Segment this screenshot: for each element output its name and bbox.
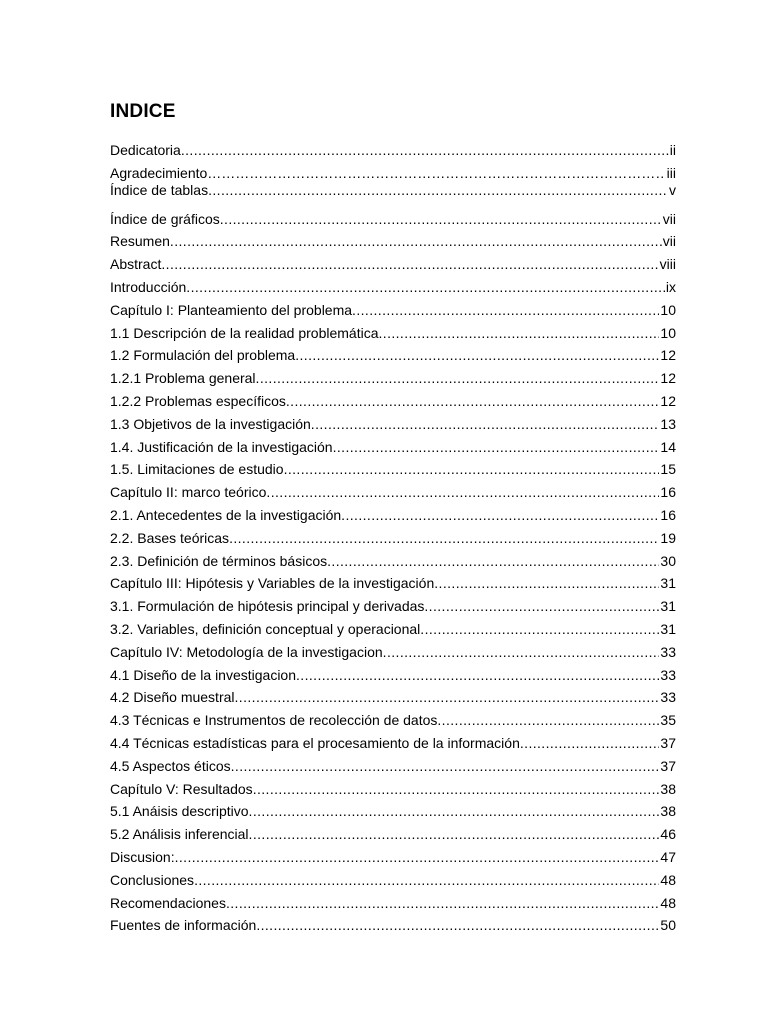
toc-leader-dots — [231, 757, 660, 775]
toc-leader-dots — [249, 825, 660, 843]
toc-entry-page: 14 — [660, 438, 676, 455]
toc-entry — [110, 848, 676, 871]
toc-leader-dots — [226, 894, 659, 912]
toc-entry-label: Agradecimiento — [110, 164, 208, 181]
toc-entry-page: 16 — [660, 506, 676, 523]
toc-entry-label: Abstract — [110, 256, 162, 273]
toc-leader-dots — [235, 688, 660, 706]
toc-entry-page: viii — [659, 256, 676, 273]
toc-entry-label: 2.3. Definición de términos básicos — [110, 552, 328, 569]
toc-entry — [110, 301, 676, 324]
toc-entry-label: Dedicatoria — [110, 142, 181, 158]
toc-entry-page: 30 — [660, 552, 676, 569]
toc-entry-page: 50 — [660, 917, 676, 934]
toc-leader-dots — [256, 369, 660, 387]
toc-leader-dots — [284, 460, 660, 478]
toc-entry-label: Capítulo I: Planteamiento del problema — [110, 301, 353, 318]
toc-entry-page: 33 — [660, 666, 676, 683]
toc-entry — [110, 666, 676, 689]
toc-entry — [110, 460, 676, 483]
table-of-contents — [110, 141, 676, 939]
toc-entry-page: 33 — [660, 689, 676, 706]
toc-entry-label: 2.2. Bases teóricas — [110, 529, 230, 546]
toc-entry — [110, 711, 676, 734]
toc-entry — [110, 506, 676, 529]
toc-entry-page: 33 — [660, 643, 676, 660]
toc-entry — [110, 688, 676, 711]
toc-entry — [110, 643, 676, 666]
toc-entry-page: 31 — [660, 598, 676, 615]
toc-entry-page: 37 — [660, 757, 676, 774]
toc-entry-label: 1.3 Objetivos de la investigación — [110, 415, 311, 432]
toc-leader-dots — [207, 164, 665, 181]
toc-entry — [110, 181, 676, 210]
toc-entry-page: ii — [669, 142, 676, 158]
toc-entry — [110, 916, 676, 939]
toc-leader-dots — [186, 278, 665, 296]
toc-leader-dots — [229, 529, 659, 547]
toc-entry-page: 37 — [660, 734, 676, 751]
toc-entry-label: 1.2.1 Problema general — [110, 370, 256, 387]
toc-entry-label: Introducción — [110, 278, 187, 295]
toc-leader-dots — [253, 780, 660, 798]
toc-entry — [110, 734, 676, 757]
toc-entry — [110, 392, 676, 415]
toc-entry — [110, 825, 676, 848]
toc-leader-dots — [286, 392, 660, 410]
toc-entry-label: Resumen — [110, 233, 170, 250]
toc-entry-page: 31 — [660, 575, 676, 592]
toc-entry-label: 5.1 Anáisis descriptivo — [110, 803, 249, 820]
toc-entry — [110, 255, 676, 278]
toc-entry-label: Recomendaciones — [110, 894, 226, 911]
toc-entry-page: 47 — [660, 848, 676, 865]
toc-leader-dots — [520, 734, 660, 752]
toc-entry-page: 12 — [660, 347, 676, 364]
toc-entry-page: 38 — [660, 780, 676, 797]
toc-entry-page: 35 — [660, 712, 676, 729]
toc-leader-dots — [220, 210, 662, 228]
toc-entry-label: 1.2.2 Problemas específicos — [110, 392, 286, 409]
toc-leader-dots — [249, 802, 660, 820]
toc-leader-dots — [295, 346, 659, 364]
toc-entry-page: vii — [662, 233, 676, 250]
toc-entry-page: 10 — [660, 301, 676, 318]
page-title: INDICE — [110, 101, 176, 122]
toc-leader-dots — [194, 871, 659, 889]
toc-entry — [110, 620, 676, 643]
toc-entry — [110, 894, 676, 917]
toc-entry-page: 46 — [660, 826, 676, 843]
toc-entry-label: 1.4. Justificación de la investigación — [110, 438, 333, 455]
toc-leader-dots — [256, 916, 659, 934]
toc-leader-dots — [341, 506, 659, 524]
toc-entry-label: 4.4 Técnicas estadísticas para el procesamiento de la información — [110, 734, 520, 751]
toc-entry-page: 48 — [660, 871, 676, 888]
toc-entry-label: Capítulo II: marco teórico — [110, 484, 267, 501]
toc-entry — [110, 346, 676, 369]
toc-entry-label: 5.2 Análisis inferencial — [110, 826, 249, 843]
toc-entry — [110, 232, 676, 255]
toc-entry-label: Conclusiones — [110, 871, 195, 888]
toc-entry — [110, 871, 676, 894]
toc-entry — [110, 324, 676, 347]
toc-entry — [110, 574, 676, 597]
toc-leader-dots — [437, 711, 659, 729]
toc-entry — [110, 529, 676, 552]
toc-entry-label: 4.3 Técnicas e Instrumentos de recolección de datos — [110, 712, 438, 729]
toc-entry — [110, 415, 676, 438]
toc-entry — [110, 483, 676, 506]
toc-leader-dots — [383, 643, 660, 661]
toc-leader-dots — [352, 301, 659, 319]
toc-entry-label: 4.2 Diseño muestral — [110, 689, 235, 706]
toc-entry-label: Capítulo V: Resultados — [110, 780, 253, 797]
toc-entry-page: 48 — [660, 894, 676, 911]
toc-leader-dots — [311, 415, 660, 433]
toc-entry-page: v — [669, 181, 676, 198]
toc-entry-page: iii — [666, 164, 676, 181]
toc-entry-page: 16 — [660, 484, 676, 501]
toc-entry-label: 2.1. Antecedentes de la investigación — [110, 506, 342, 523]
toc-entry-page: 38 — [660, 803, 676, 820]
toc-entry-label: 1.1 Descripción de la realidad problemática — [110, 324, 379, 341]
toc-entry-label: 1.5. Limitaciones de estudio — [110, 461, 284, 478]
toc-leader-dots — [424, 597, 659, 615]
toc-entry-label: Capítulo III: Hipótesis y Variables de la investigación — [110, 575, 435, 592]
toc-leader-dots — [208, 181, 668, 199]
toc-entry-label: 3.1. Formulación de hipótesis principal y derivadas — [110, 598, 425, 615]
toc-entry-page: 15 — [660, 461, 676, 478]
toc-leader-dots — [434, 574, 659, 592]
toc-entry-label: 1.2 Formulación del problema — [110, 347, 296, 364]
toc-entry-label: Índice de tablas — [110, 181, 209, 198]
toc-entry-label: 3.2. Variables, definición conceptual y operacional — [110, 620, 421, 637]
toc-leader-dots — [170, 232, 662, 250]
toc-leader-dots — [161, 255, 658, 273]
toc-entry — [110, 438, 676, 461]
toc-leader-dots — [175, 848, 660, 866]
toc-leader-dots — [181, 141, 669, 159]
toc-leader-dots — [296, 666, 659, 684]
toc-leader-dots — [420, 620, 659, 638]
toc-entry — [110, 597, 676, 620]
toc-entry — [110, 780, 676, 803]
toc-entry-label: Índice de gráficos — [110, 210, 220, 227]
toc-entry-page: 13 — [660, 415, 676, 432]
toc-entry-page: vii — [662, 210, 676, 227]
toc-entry-page: 31 — [660, 620, 676, 637]
toc-leader-dots — [378, 324, 659, 342]
toc-entry — [110, 369, 676, 392]
toc-entry — [110, 141, 676, 164]
toc-entry-label: Discusion: — [110, 848, 175, 865]
toc-entry — [110, 802, 676, 825]
toc-entry-page: 10 — [660, 324, 676, 341]
toc-leader-dots — [327, 552, 659, 570]
toc-entry-label: 4.1 Diseño de la investigacion — [110, 666, 297, 683]
toc-entry — [110, 164, 676, 181]
toc-entry-page: 12 — [660, 370, 676, 387]
toc-entry-page: 12 — [660, 392, 676, 409]
toc-entry-label: 4.5 Aspectos éticos — [110, 757, 231, 774]
toc-leader-dots — [266, 483, 659, 501]
toc-entry — [110, 552, 676, 575]
toc-entry-label: Fuentes de información — [110, 917, 257, 934]
toc-entry-page: 19 — [660, 529, 676, 546]
toc-entry — [110, 757, 676, 780]
toc-entry-label: Capítulo IV: Metodología de la investigacion — [110, 643, 383, 660]
toc-entry-page: ix — [665, 278, 676, 295]
toc-entry — [110, 278, 676, 301]
toc-leader-dots — [333, 438, 660, 456]
toc-entry — [110, 210, 676, 233]
